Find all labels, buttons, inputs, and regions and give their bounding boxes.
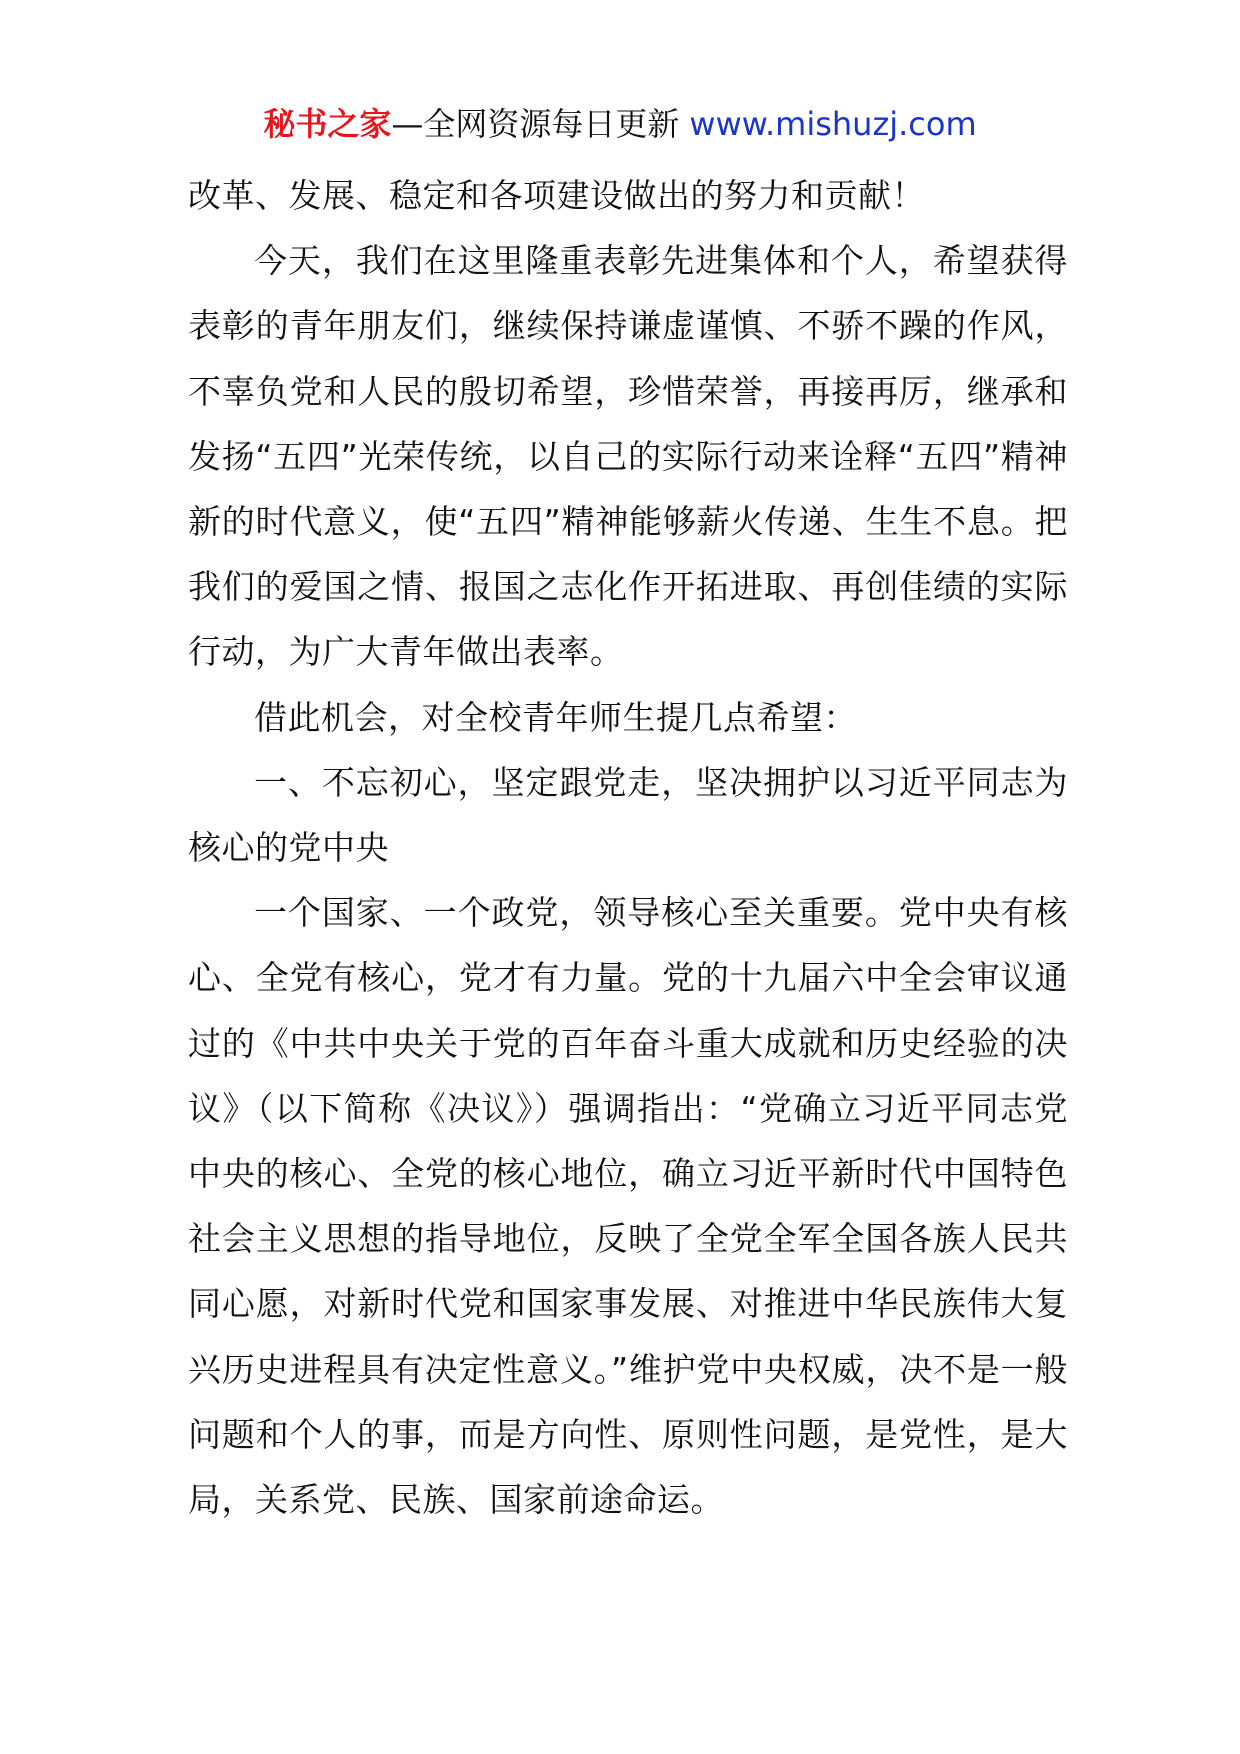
site-url-link[interactable]: www.mishuzj.com bbox=[689, 105, 977, 143]
page-header bbox=[0, 100, 1240, 148]
brand-name: 秘书之家 bbox=[263, 105, 392, 143]
header-tagline: —全网资源每日更新 bbox=[391, 105, 680, 143]
paragraph-continuation: 改革、发展、稳定和各项建设做出的努力和贡献！ bbox=[188, 176, 925, 215]
paragraph-commendation: 今天，我们在这里隆重表彰先进集体和个人，希望获得表彰的青年朋友们，继续保持谦虚谨慎、不骄不躁的作风，不辜负党和人民的殷切希望，珍惜荣誉，再接再厉，继承和发扬“五四”光荣传统，以自己的实际行动来诠释“五四”精神新的时代意义，使“五四”精神能够薪火传递、生生不息。把我们的爱国之情、报国之志化作开拓进取、再创佳绩的实际行动，为广大青年做出表率。 bbox=[188, 241, 1068, 672]
paragraph-core-leadership: 一个国家、一个政党，领导核心至关重要。党中央有核心、全党有核心，党才有力量。党的十九届六中全会审议通过的《中共中央关于党的百年奋斗重大成就和历史经验的决议》（以下简称《决议》）强调指出：“党确立习近平同志党中央的核心、全党的核心地位，确立习近平新时代中国特色社会主义思想的指导地位，反映了全党全军全国各族人民共同心愿，对新时代党和国家事发展、对推进中华民族伟大复兴历史进程具有决定性意义。”维护党中央权威，决不是一般问题和个人的事，而是方向性、原则性问题，是党性，是大局，关系党、民族、国家前途命运。 bbox=[188, 893, 1068, 1520]
section-heading-one: 一、不忘初心，坚定跟党走，坚决拥护以习近平同志为核心的党中央 bbox=[188, 762, 1068, 868]
document-body bbox=[188, 163, 1068, 1532]
paragraph-hopes-intro: 借此机会，对全校青年师生提几点希望： bbox=[254, 697, 857, 737]
